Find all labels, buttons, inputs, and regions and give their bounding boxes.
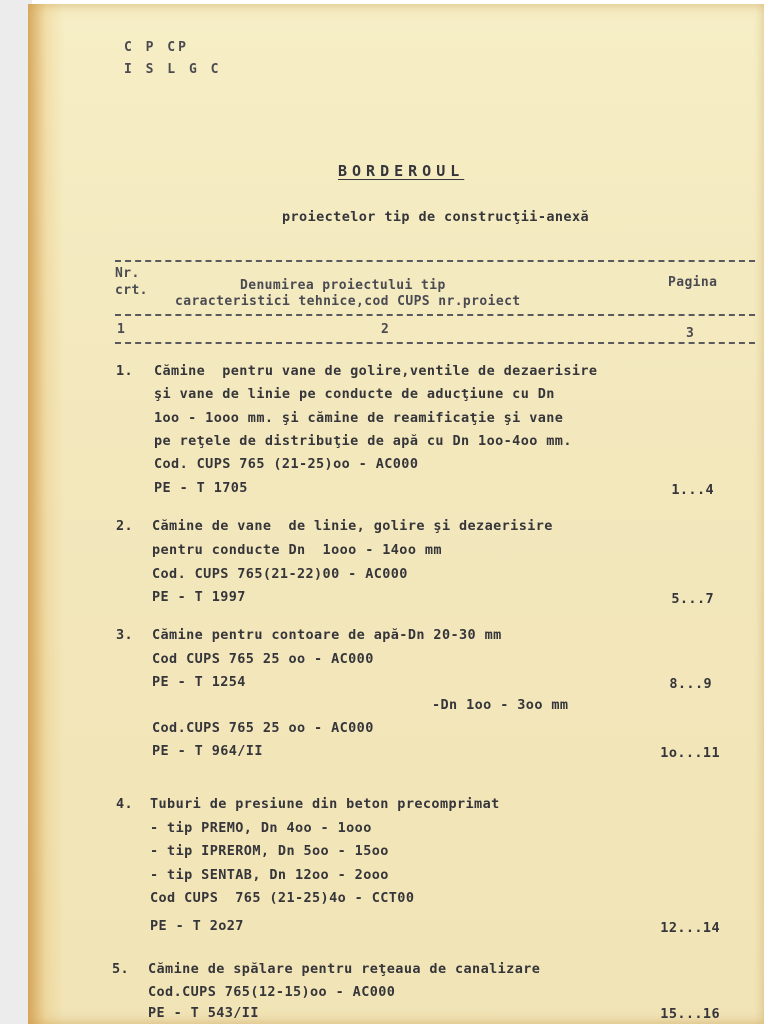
item-line: 1oo - 1ooo mm. şi cămine de reamificaţie şi vane	[154, 410, 564, 426]
item-line: pentru conducte Dn 1ooo - 14oo mm	[152, 542, 442, 558]
document-subtitle: proiectelor tip de construcţii-anexă	[282, 209, 589, 225]
item-line: şi vane de linie pe conducte de aducţiune cu Dn	[154, 386, 555, 402]
item-project-number: PE - T 1254	[152, 674, 246, 690]
item-number: 4.	[116, 796, 134, 812]
item-code: Cod.CUPS 765(12-15)oo - AC000	[148, 984, 396, 1000]
item-page-range: 1...4	[671, 482, 714, 498]
org-line-1: C P CP	[124, 40, 189, 55]
item-line: - tip PREMO, Dn 4oo - 1ooo	[150, 820, 372, 836]
item-page-range: 12...14	[660, 920, 720, 936]
document-title: BORDEROUL	[338, 162, 465, 180]
column-number-3: 3	[686, 326, 695, 341]
header-caracteristici: caracteristici tehnice,cod CUPS nr.proiect	[175, 294, 521, 309]
table-rule-bottom	[115, 342, 755, 344]
item-project-number: PE - T 1997	[152, 589, 246, 605]
item-code: Cod. CUPS 765(21-22)00 - AC000	[152, 566, 408, 582]
header-crt: crt.	[115, 283, 148, 298]
item-line: Cămine pentru contoare de apă-Dn 20-30 mm	[152, 627, 502, 643]
item-page-range: 8...9	[669, 676, 712, 692]
item-code: Cod. CUPS 765 (21-25)oo - AC000	[154, 456, 419, 472]
document-page	[28, 4, 764, 1024]
item-code: Cod CUPS 765 (21-25)4o - CCT00	[150, 890, 415, 906]
item-sub-range: -Dn 1oo - 3oo mm	[432, 697, 569, 713]
table-rule-middle	[115, 314, 755, 316]
header-denumirea: Denumirea proiectului tip	[240, 278, 446, 293]
table-rule-top	[115, 260, 755, 262]
item-line: Cămine de spălare pentru reţeaua de canalizare	[148, 961, 541, 977]
item-number: 1.	[116, 363, 134, 379]
item-project-number: PE - T 1705	[154, 480, 248, 496]
item-number: 3.	[116, 627, 134, 643]
header-pagina: Pagina	[668, 275, 718, 290]
column-number-1: 1	[117, 322, 126, 337]
column-number-2: 2	[381, 322, 390, 337]
item-number: 5.	[112, 961, 130, 977]
item-code: Cod.CUPS 765 25 oo - AC000	[152, 720, 374, 736]
item-code: Cod CUPS 765 25 oo - AC000	[152, 651, 374, 667]
item-project-number: PE - T 964/II	[152, 743, 263, 759]
item-line: Cămine de vane de linie, golire şi dezaerisire	[152, 518, 553, 534]
item-line: - tip IPREROM, Dn 5oo - 15oo	[150, 843, 389, 859]
item-line: Tuburi de presiune din beton precomprimat	[150, 796, 500, 812]
item-page-range: 1o...11	[660, 745, 720, 761]
item-line: Cămine pentru vane de golire,ventile de dezaerisire	[154, 363, 598, 379]
item-page-range: 15...16	[660, 1006, 720, 1022]
item-line: - tip SENTAB, Dn 12oo - 2ooo	[150, 867, 389, 883]
item-page-range: 5...7	[671, 591, 714, 607]
paper-stain	[28, 4, 64, 1024]
item-project-number: PE - T 2o27	[150, 918, 244, 934]
item-number: 2.	[116, 518, 134, 534]
item-project-number: PE - T 543/II	[148, 1005, 259, 1021]
header-nr: Nr.	[115, 266, 140, 281]
org-line-2: I S L G C	[124, 62, 222, 77]
item-line: pe reţele de distribuţie de apă cu Dn 1oo-4oo mm.	[154, 433, 572, 449]
